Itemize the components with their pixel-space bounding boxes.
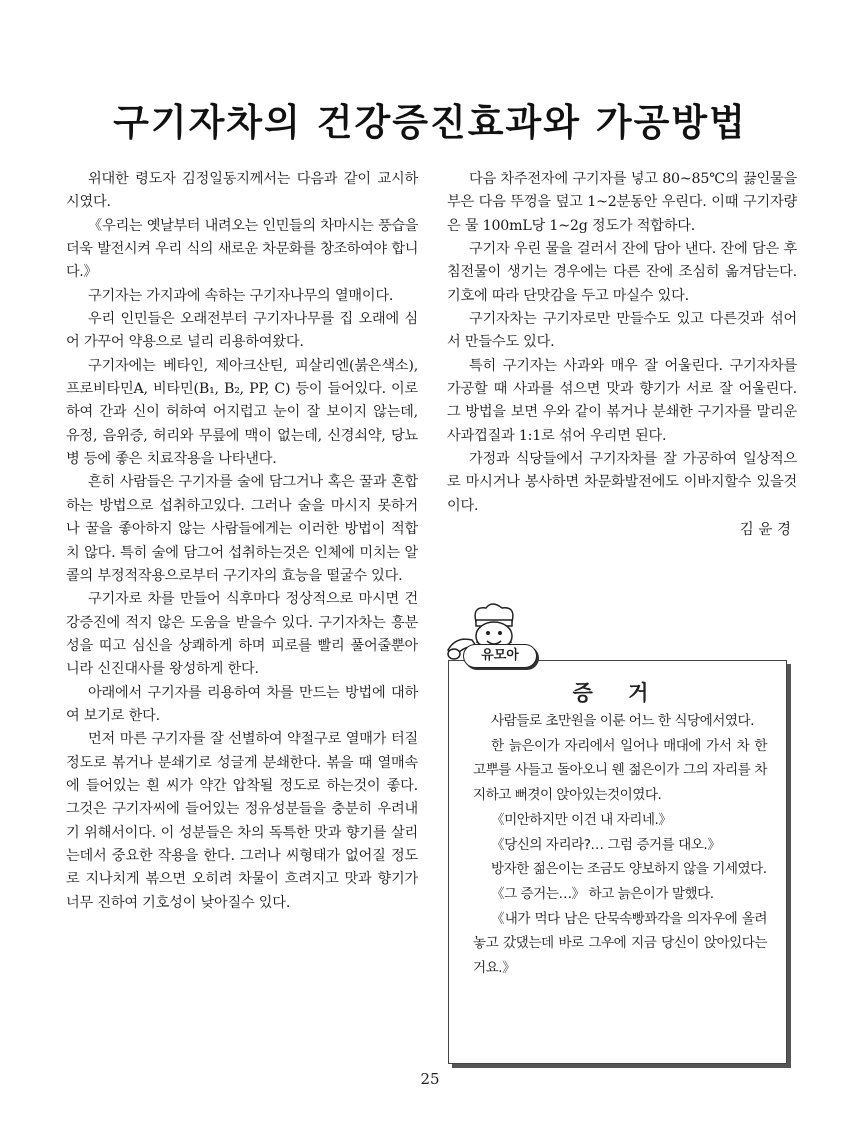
humor-paragraph: 한 늙은이가 자리에서 일어나 매대에 가서 차 한고뿌를 사들고 돌아오니 웬 젊은이가 그의 자리를 차지하고 뻐겻이 앉아있는것이였다. — [473, 737, 767, 804]
humor-badge: 유모아 — [463, 644, 537, 668]
humor-body — [473, 709, 767, 981]
humor-paragraph: 《미안하지만 이건 내 자리네.》 — [491, 811, 672, 828]
page-number: 25 — [420, 1070, 440, 1088]
paragraph: 아래에서 구기자를 리용하여 차를 만드는 방법에 대하여 보기로 한다. — [66, 684, 418, 724]
paragraph: 우리 인민들은 오래전부터 구기자나무를 집 오래에 심어 가꾸어 약용으로 널리 리용하여왔다. — [66, 311, 418, 351]
humor-box — [448, 660, 787, 1064]
humor-paragraph: 《당신의 자리라?… 그럼 증거를 대오.》 — [491, 836, 721, 853]
right-column — [447, 168, 797, 542]
humor-paragraph: 《내가 먹다 남은 단묵속빵꽈각을 의자우에 올려놓고 갔댔는데 바로 그우에 지금 당신이 앉아있다는거요.》 — [473, 910, 767, 977]
author-name: 김 윤 경 — [739, 522, 791, 539]
paragraph: 구기자로 차를 만들어 식후마다 정상적으로 마시면 건강증진에 적지 않은 도움을 받을수 있다. 구기자차는 흥분성을 띠고 심신을 상쾌하게 하며 피로를 빨리 풀어줄뿐아니라 신진대사를 왕성하게 한다. — [66, 591, 418, 678]
humor-paragraph: 방자한 젊은이는 조금도 양보하지 않을 기세였다. — [491, 861, 767, 878]
left-column — [66, 168, 418, 915]
paragraph: 가정과 식당들에서 구기자차를 잘 가공하여 일상적으로 마시거나 봉사하면 차문화발전에도 이바지할수 있을것이다. — [447, 451, 797, 514]
humor-paragraph: 《그 증거는…》 하고 늙은이가 말했다. — [491, 885, 714, 902]
paragraph: 구기자는 가지과에 속하는 구기자나무의 열매이다. — [88, 287, 394, 304]
paragraph: 위대한 령도자 김정일동지께서는 다음과 같이 교시하시였다. — [66, 171, 418, 211]
paragraph: 구기자 우린 물을 걸러서 잔에 담아 낸다. 잔에 담은 후 침전물이 생기는 경우에는 다른 잔에 조심히 옮겨담는다. 기호에 따라 단맛감을 두고 마실수 있다. — [447, 241, 797, 304]
paragraph: 특히 구기자는 사과와 매우 잘 어울린다. 구기자차를 가공할 때 사과를 섞으면 맛과 향기가 서로 잘 어울린다. 그 방법을 보면 우와 같이 볶거나 분쇄한 구기자를 말리운 사과껍질과 1:1로 섞어 우리면 된다. — [447, 357, 797, 444]
paragraph: 구기자차는 구기자로만 만들수도 있고 다른것과 섞어서 만들수도 있다. — [447, 311, 797, 351]
humor-paragraph: 사람들로 초만원을 이룬 어느 한 식당에서였다. — [491, 713, 754, 729]
paragraph: 구기자에는 베타인, 제아크산틴, 피살리엔(붉은색소), 프로비타민A, 비타민(B₁, B₂, PP, C) 등이 들어있다. 이로 하여 간과 신이 허하여 어지럽고 눈이 잘 보이지 않는데, 유정, 음위증, 허리와 무릎에 맥이 없는데, 신경쇠약, 당뇨병 등에 좋은 치료작용을 나타낸다. — [66, 357, 418, 468]
humor-title: 증 거 — [572, 681, 663, 705]
humor-header — [446, 602, 556, 682]
article-title: 구기자차의 건강증진효과와 가공방법 — [113, 101, 747, 144]
chef-mascot-icon — [446, 602, 556, 682]
quote-paragraph: 《우리는 옛날부터 내려오는 인민들의 차마시는 풍습을 더욱 발전시켜 우리 식의 새로운 차문화를 창조하여야 합니다.》 — [66, 217, 418, 281]
paragraph: 먼저 마른 구기자를 잘 선별하여 약절구로 열매가 터질 정도로 볶거나 분쇄기로 성글게 분쇄한다. 볶을 때 열매속에 들어있는 흰 씨가 약간 압착될 정도로 하는것이 좋다. 그것은 구기자씨에 들어있는 정유성분들을 충분히 우려내기 위해서이다. 이 성분들은 차의 독특한 맛과 향기를 살리는데서 중요한 작용을 한다. 그러나 씨형태가 없어질 정도로 지나치게 볶으면 오히려 차물이 흐려지고 맛과 향기가 너무 진하여 기호성이 낮아질수 있다. — [66, 731, 418, 911]
paragraph: 다음 차주전자에 구기자를 넣고 80~85℃의 끓인물을 부은 다음 뚜껑을 덮고 1~2분동안 우린다. 이때 구기자량은 물 100mL당 1~2g 정도가 적합하다. — [447, 171, 797, 234]
paragraph: 흔히 사람들은 구기자를 술에 담그거나 혹은 꿀과 혼합하는 방법으로 섭취하고있다. 그러나 술을 마시지 못하거나 꿀을 좋아하지 않는 사람들에게는 이러한 방법이 적합치 않다. 특히 술에 담그어 섭취하는것은 인체에 미치는 알콜의 부정적작용으로부터 구기자의 효능을 떨굴수 있다. — [66, 474, 418, 584]
